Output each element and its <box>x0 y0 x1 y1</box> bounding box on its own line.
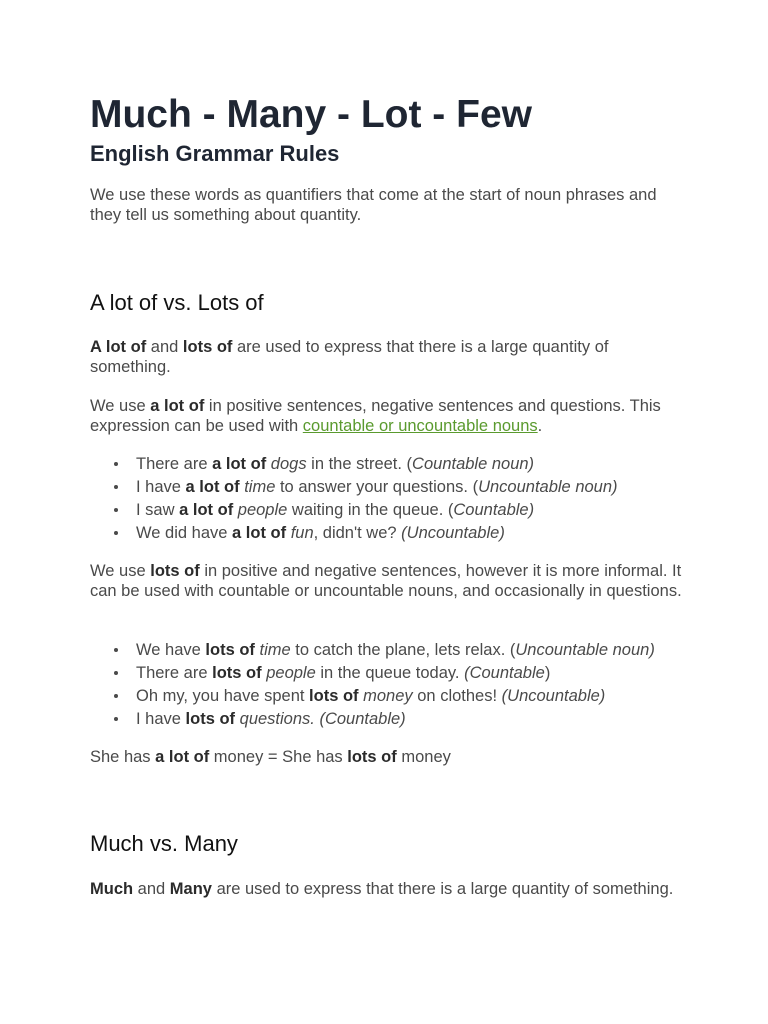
text: and <box>146 338 183 356</box>
bold-text: a lot of <box>232 524 287 542</box>
italic-text: money <box>363 687 413 705</box>
list-item <box>90 686 655 709</box>
bold-text: Much <box>90 880 134 898</box>
italic-text: Uncountable noun) <box>515 641 655 659</box>
list-item <box>90 500 618 523</box>
text: are used to express that there is a large quantity of something. <box>211 880 674 898</box>
italic-text: (Uncountable) <box>501 687 606 705</box>
bullet-icon <box>114 648 118 652</box>
bold-text: lots of <box>309 687 359 705</box>
text: on clothes! <box>412 687 502 705</box>
text: There are <box>136 455 213 473</box>
bold-text: Many <box>169 880 212 898</box>
bold-text: lots of <box>347 748 397 766</box>
lots-of-examples-list <box>90 640 655 732</box>
bold-text: a lot of <box>185 478 240 496</box>
bullet-icon <box>114 531 118 535</box>
bold-text: lots of <box>182 338 233 356</box>
bold-text: lots of <box>150 562 200 580</box>
text: . <box>537 417 543 435</box>
text: and <box>133 880 170 898</box>
bold-text: lots of <box>205 641 255 659</box>
countable-nouns-link[interactable]: countable or uncountable nouns <box>302 417 538 435</box>
text: We use <box>90 562 151 580</box>
italic-text: time <box>244 478 276 496</box>
italic-text: Countable noun) <box>412 455 535 473</box>
text: I saw <box>136 501 180 519</box>
a-lot-of-examples-list <box>90 454 618 546</box>
italic-text: questions. <box>239 710 315 728</box>
lot-paragraph-3 <box>90 561 690 601</box>
bullet-icon <box>114 508 118 512</box>
text: ) <box>544 664 551 682</box>
section-heading-lot: A lot of vs. Lots of <box>90 290 264 315</box>
italic-text: people <box>237 501 288 519</box>
italic-text: (Uncountable) <box>401 524 505 542</box>
bullet-icon <box>114 485 118 489</box>
list-item <box>90 663 655 686</box>
page-subtitle: English Grammar Rules <box>90 141 340 166</box>
text: There are <box>136 664 213 682</box>
text: Oh my, you have spent <box>136 687 310 705</box>
list-item <box>90 477 618 500</box>
italic-text: time <box>259 641 291 659</box>
text: in positive sentences, negative sentences and questions. This expression can be used with <box>90 397 661 435</box>
italic-text: dogs <box>270 455 307 473</box>
bullet-icon <box>114 717 118 721</box>
text: money <box>396 748 451 766</box>
list-item <box>90 709 655 732</box>
bold-text: a lot of <box>179 501 234 519</box>
bold-text: lots of <box>212 664 262 682</box>
italic-text: people <box>266 664 316 682</box>
bold-text: lots of <box>185 710 236 728</box>
bullet-icon <box>114 694 118 698</box>
text: money = She has <box>209 748 348 766</box>
text: I have <box>136 710 186 728</box>
italic-text: Uncountable noun) <box>478 478 618 496</box>
list-item <box>90 640 655 663</box>
text: in the queue today. <box>315 664 465 682</box>
bullet-icon <box>114 462 118 466</box>
italic-text: fun <box>290 524 314 542</box>
text: She has <box>90 748 156 766</box>
list-item <box>90 523 618 546</box>
bold-text: a lot of <box>155 748 210 766</box>
text: , didn't we? <box>313 524 402 542</box>
text: I have <box>136 478 186 496</box>
much-paragraph-1 <box>90 879 690 899</box>
bold-text: a lot of <box>212 455 267 473</box>
text: We use <box>90 397 151 415</box>
italic-text: (Countable <box>464 664 545 682</box>
italic-text: Countable) <box>453 501 535 519</box>
lot-equivalence-line <box>90 747 690 767</box>
text: We did have <box>136 524 233 542</box>
page-title: Much - Many - Lot - Few <box>90 93 532 136</box>
section-heading-much: Much vs. Many <box>90 831 238 856</box>
text: are used to express that there is a large quantity of something. <box>90 338 609 376</box>
text: We have <box>136 641 206 659</box>
text: in positive and negative sentences, however it is more informal. It can be used with countable or uncountable nouns, and occasionally in questions. <box>90 562 682 600</box>
text: to answer your questions. ( <box>275 478 479 496</box>
bullet-icon <box>114 671 118 675</box>
list-item <box>90 454 618 477</box>
lot-paragraph-2 <box>90 396 690 436</box>
bold-text: a lot of <box>150 397 205 415</box>
italic-text: (Countable) <box>319 710 406 728</box>
text: in the street. ( <box>306 455 413 473</box>
lot-paragraph-1 <box>90 337 690 377</box>
bold-text: A lot of <box>90 338 147 356</box>
text: waiting in the queue. ( <box>287 501 454 519</box>
text: to catch the plane, lets relax. ( <box>290 641 516 659</box>
intro-paragraph: We use these words as quantifiers that come at the start of noun phrases and they tell us something about quantity. <box>90 186 657 224</box>
